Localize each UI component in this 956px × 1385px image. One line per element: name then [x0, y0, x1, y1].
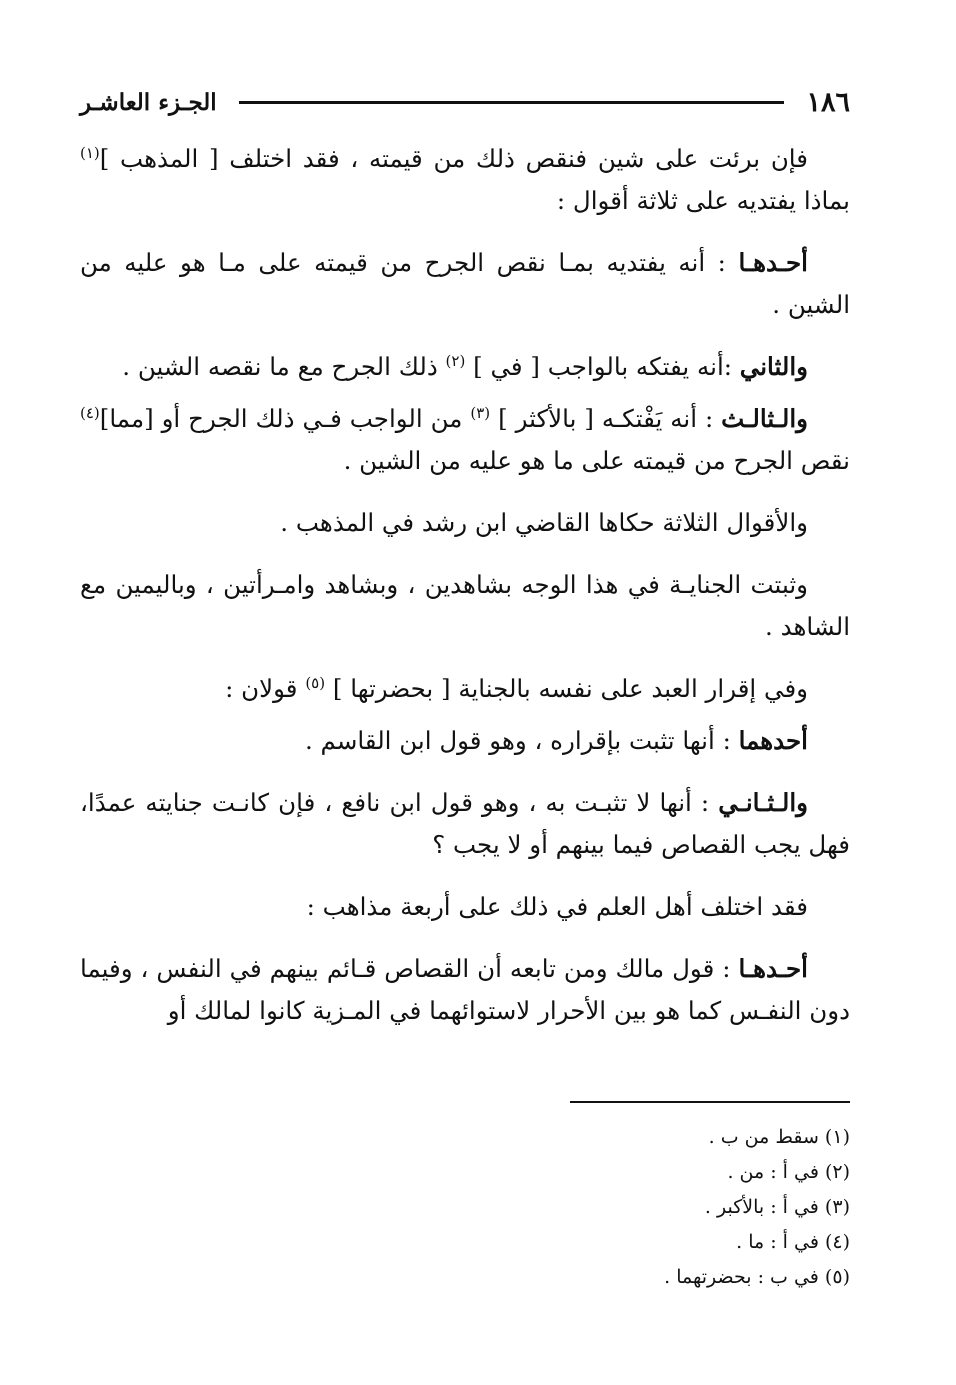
paragraph-lead: والثاني [739, 352, 808, 381]
footnote-ref: (٤) [80, 403, 100, 422]
footnote-ref: (٣) [470, 403, 491, 422]
paragraph-lead: أحـدهـا [738, 954, 808, 983]
paragraph: أحدهما : أنها تثبت بإقراره ، وهو قول ابن القاسم . [304, 726, 808, 755]
paragraph: وثبتت الجنايـة في هذا الوجه بشاهدين ، وبشاهد وامـرأتين ، وباليمين مع الشاهد . [80, 570, 850, 641]
paragraph-lead: والـثـانـي [718, 788, 808, 817]
paragraph: أحـدهـا : أنه يفتديه بمـا نقص الجرح من قيمته على مـا هو عليه من الشين . [80, 248, 850, 319]
paragraph-lead: أحـدهـا [738, 248, 808, 277]
paragraph: فإن برئت على شين فنقص ذلك من قيمته ، فقد اختلف [ المذهب ]$^{(١)}$ بماذا يفتديه على ثلاثة أقوال : [80, 143, 850, 215]
footnote: (١) سقط من ب . [708, 1126, 850, 1148]
footnote-ref: (٢) [445, 351, 466, 370]
running-head: الجـزء العاشـر [80, 88, 217, 116]
paragraph: والـثـانـي : أنها لا تثبـت به ، وهو قول ابن نافع ، فإن كانـت جنايته عمدًا، فهل يجب القصاص فيما بينهم أو لا يجب ؟ [80, 788, 850, 859]
footnote: (٢) في أ : من . [727, 1161, 850, 1183]
header-rule [239, 101, 785, 104]
paragraph: والأقوال الثلاثة حكاها القاضي ابن رشد في المذهب . [280, 508, 808, 537]
main-text [80, 138, 850, 1052]
footnote: (٣) في أ : بالأكبر . [704, 1196, 850, 1218]
footnote-ref: (٥) [305, 673, 326, 692]
paragraph: وفي إقرار العبد على نفسه بالجناية [ بحضرتها ] $^{(٥)}$ قولان : [225, 673, 808, 703]
footnote: (٤) في أ : ما . [736, 1231, 850, 1253]
paragraph: أحـدهـا : قول مالك ومن تابعه أن القصاص قـائم بينهم في النفس ، وفيما دون النفـس كما هو بين الأحرار لاستوائهما في المـزية كانوا لمالك أو [80, 954, 850, 1025]
footnote: (٥) في ب : بحضرتهما . [664, 1266, 850, 1288]
paragraph: والـثالـث : أنه يَفْتكـه [ بالأكثر ] $^{(٣)}$ من الواجب فـي ذلك الجرح أو [مما]$^{(٤)}$ نقص الجرح من قيمته على ما هو عليه من الشين . [80, 403, 850, 475]
footnotes [80, 1120, 850, 1295]
footnote-rule [570, 1101, 850, 1103]
paragraph: فقد اختلف أهل العلم في ذلك على أربعة مذاهب : [306, 892, 808, 921]
footnote-ref: (١) [80, 143, 100, 162]
page-number: ١٨٦ [806, 86, 850, 118]
page-header [80, 82, 850, 122]
paragraph: والثاني :أنه يفتكه بالواجب [ في ] $^{(٢)}$ ذلك الجرح مع ما نقصه الشين . [122, 351, 808, 381]
paragraph-lead: والـثالـث [721, 404, 808, 433]
paragraph-lead: أحدهما [738, 726, 808, 755]
